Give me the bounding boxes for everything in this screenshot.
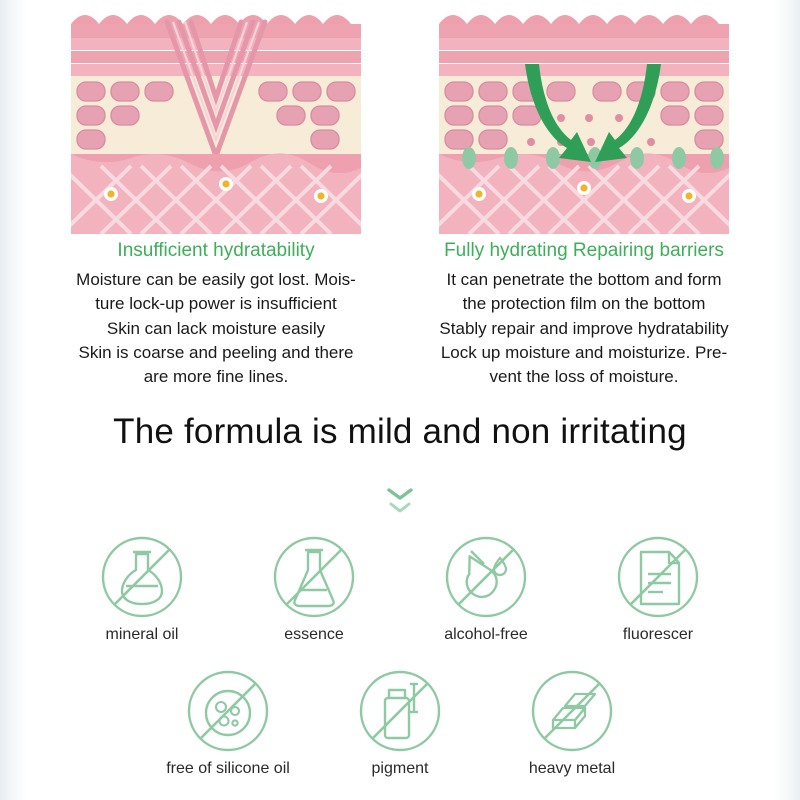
free-from-item-heavy-metal (504, 668, 640, 778)
skin-cross-section-dehydrated-icon (71, 6, 361, 234)
dropper-bottle-no-icon (357, 668, 443, 754)
free-from-row-1 (0, 534, 800, 644)
panel-title-hydrating: Fully hydrating Repairing barriers (444, 240, 724, 261)
panel-body-line: Skin is coarse and peeling and there (78, 342, 354, 362)
page-title: The formula is mild and non irritating (113, 412, 687, 451)
panel-body-line: Skin can lack moisture easily (106, 318, 326, 338)
panel-body-line: Lock up moisture and moisturize. Pre- (440, 342, 728, 362)
panel-body-insufficient (51, 268, 381, 389)
free-from-label: heavy metal (528, 760, 616, 777)
test-tube-drop-no-icon (443, 534, 529, 620)
free-from-label: alcohol-free (444, 626, 528, 643)
free-from-item-alcohol-free (418, 534, 554, 644)
panel-body-line: ture lock-up power is insufficient (95, 294, 337, 314)
free-from-item-fluorescer (590, 534, 726, 644)
comparison-panels (44, 6, 756, 396)
panel-fully-hydrating (412, 6, 756, 396)
skin-cross-section-hydrated-icon (439, 6, 729, 234)
bubbles-circle-no-icon (185, 668, 271, 754)
free-from-item-pigment (332, 668, 468, 778)
free-from-row-2 (0, 668, 800, 778)
panel-body-line: are more fine lines. (143, 367, 289, 387)
panel-insufficient-hydratability (44, 6, 388, 396)
panel-title-insufficient: Insufficient hydratability (117, 240, 315, 261)
free-from-label: essence (284, 626, 344, 643)
free-from-label: fluorescer (622, 626, 694, 643)
free-from-item-mineral-oil (74, 534, 210, 644)
panel-body-line: the protection film on the bottom (462, 294, 706, 314)
panel-body-line: Moisture can be easily got lost. Mois- (76, 270, 356, 289)
free-from-item-essence (246, 534, 382, 644)
panel-body-line: It can penetrate the bottom and form (446, 270, 722, 289)
metal-bars-no-icon (529, 668, 615, 754)
flask-round-no-icon (99, 534, 185, 620)
free-from-label: free of silicone oil (166, 760, 290, 777)
document-lines-no-icon (615, 534, 701, 620)
chevron-divider (0, 488, 800, 514)
chevron-down-icon (387, 488, 413, 500)
panel-body-line: vent the loss of moisture. (489, 367, 679, 387)
erlenmeyer-flask-no-icon (271, 534, 357, 620)
chevron-down-icon (387, 502, 413, 514)
panel-body-line: Stably repair and improve hydratability (439, 318, 729, 338)
free-from-label: mineral oil (105, 626, 179, 643)
panel-body-hydrating (419, 268, 749, 389)
free-from-item-silicone-oil (160, 668, 296, 778)
free-from-label: pigment (371, 760, 429, 777)
